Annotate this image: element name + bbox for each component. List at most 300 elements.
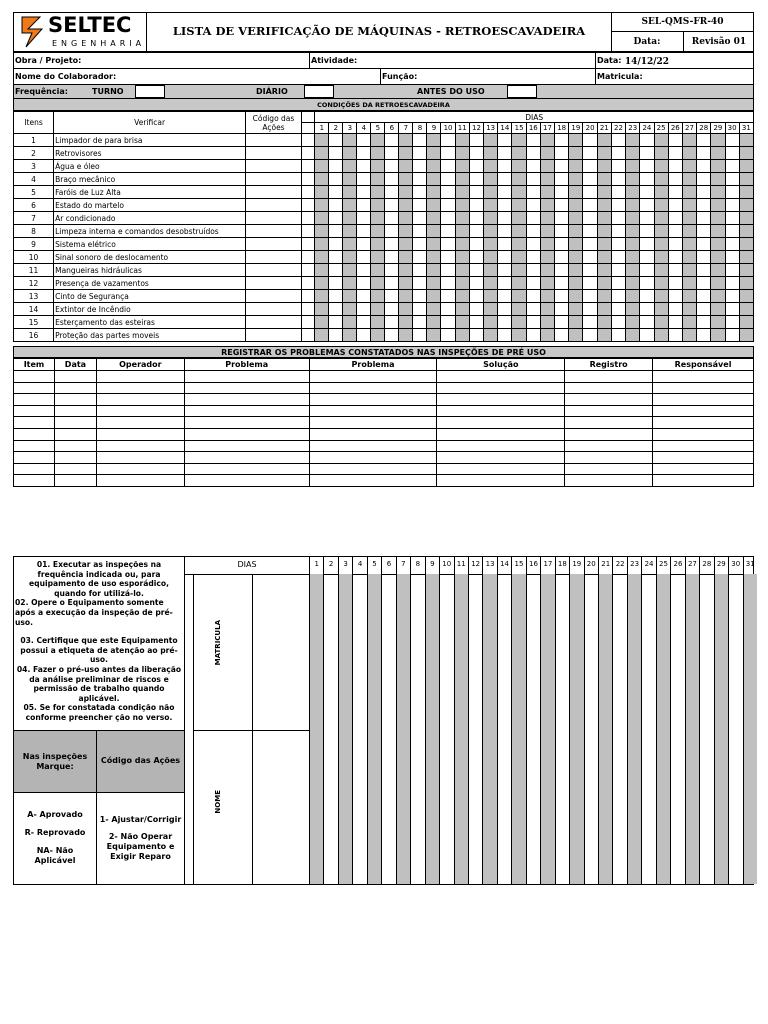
day-cell[interactable]: [583, 147, 597, 160]
day-cell[interactable]: [654, 277, 668, 290]
day-cell[interactable]: [725, 251, 739, 264]
day-cell[interactable]: [569, 238, 583, 251]
item-codigo-cell[interactable]: [246, 329, 302, 342]
problems-cell[interactable]: [437, 428, 565, 440]
item-codigo-cell[interactable]: [246, 290, 302, 303]
day-cell[interactable]: [427, 212, 441, 225]
day-cell[interactable]: [498, 225, 512, 238]
day-cell[interactable]: [315, 238, 329, 251]
day-cell[interactable]: [739, 329, 753, 342]
day-cell[interactable]: [455, 251, 469, 264]
day-cell[interactable]: [399, 134, 413, 147]
day-cell[interactable]: [343, 290, 357, 303]
day-cell[interactable]: [512, 173, 526, 186]
day-cell[interactable]: [315, 303, 329, 316]
bottom-day-column[interactable]: [323, 556, 337, 885]
day-cell[interactable]: [611, 316, 625, 329]
problems-cell[interactable]: [184, 382, 309, 394]
day-cell[interactable]: [441, 225, 455, 238]
day-cell[interactable]: [640, 147, 654, 160]
day-cell[interactable]: [371, 277, 385, 290]
day-cell[interactable]: [441, 173, 455, 186]
day-cell[interactable]: [455, 329, 469, 342]
day-cell[interactable]: [343, 316, 357, 329]
day-cell[interactable]: [329, 160, 343, 173]
bottom-day-column[interactable]: [743, 556, 757, 885]
day-cell[interactable]: [725, 134, 739, 147]
day-cell[interactable]: [682, 251, 696, 264]
day-cell[interactable]: [512, 303, 526, 316]
day-cell[interactable]: [555, 238, 569, 251]
day-cell[interactable]: [526, 212, 540, 225]
day-cell[interactable]: [626, 290, 640, 303]
day-cell[interactable]: [711, 147, 725, 160]
problems-cell[interactable]: [653, 405, 754, 417]
problems-cell[interactable]: [653, 440, 754, 452]
problems-cell[interactable]: [96, 463, 184, 475]
day-cell[interactable]: [540, 329, 554, 342]
day-cell[interactable]: [555, 147, 569, 160]
day-cell[interactable]: [498, 316, 512, 329]
day-cell[interactable]: [668, 173, 682, 186]
day-cell[interactable]: [441, 264, 455, 277]
day-cell[interactable]: [569, 316, 583, 329]
day-cell[interactable]: [555, 225, 569, 238]
day-cell[interactable]: [711, 186, 725, 199]
day-cell[interactable]: [739, 199, 753, 212]
day-cell[interactable]: [399, 199, 413, 212]
day-cell[interactable]: [455, 277, 469, 290]
problems-cell[interactable]: [184, 394, 309, 406]
problems-cell[interactable]: [14, 428, 55, 440]
day-cell[interactable]: [427, 225, 441, 238]
day-cell[interactable]: [526, 173, 540, 186]
day-cell[interactable]: [315, 186, 329, 199]
day-cell[interactable]: [315, 134, 329, 147]
day-cell[interactable]: [711, 225, 725, 238]
day-cell[interactable]: [540, 277, 554, 290]
day-cell[interactable]: [399, 186, 413, 199]
day-cell[interactable]: [725, 199, 739, 212]
item-codigo-cell[interactable]: [246, 303, 302, 316]
day-cell[interactable]: [569, 134, 583, 147]
day-cell[interactable]: [357, 186, 371, 199]
day-cell[interactable]: [329, 199, 343, 212]
day-cell[interactable]: [329, 290, 343, 303]
day-cell[interactable]: [626, 212, 640, 225]
item-codigo-cell[interactable]: [246, 251, 302, 264]
day-cell[interactable]: [526, 186, 540, 199]
bottom-day-column[interactable]: [410, 556, 424, 885]
day-cell[interactable]: [555, 329, 569, 342]
day-cell[interactable]: [469, 238, 483, 251]
day-cell[interactable]: [654, 238, 668, 251]
day-cell[interactable]: [640, 212, 654, 225]
day-cell[interactable]: [711, 238, 725, 251]
day-cell[interactable]: [555, 251, 569, 264]
day-cell[interactable]: [540, 225, 554, 238]
day-cell[interactable]: [711, 134, 725, 147]
day-cell[interactable]: [469, 316, 483, 329]
day-cell[interactable]: [555, 134, 569, 147]
day-cell[interactable]: [583, 290, 597, 303]
day-cell[interactable]: [540, 212, 554, 225]
day-cell[interactable]: [569, 147, 583, 160]
day-cell[interactable]: [343, 212, 357, 225]
day-cell[interactable]: [427, 251, 441, 264]
day-cell[interactable]: [640, 277, 654, 290]
day-cell[interactable]: [329, 134, 343, 147]
day-cell[interactable]: [329, 329, 343, 342]
day-cell[interactable]: [498, 329, 512, 342]
day-cell[interactable]: [654, 134, 668, 147]
day-cell[interactable]: [413, 199, 427, 212]
day-cell[interactable]: [682, 303, 696, 316]
day-cell[interactable]: [654, 160, 668, 173]
day-cell[interactable]: [682, 238, 696, 251]
day-cell[interactable]: [427, 329, 441, 342]
day-cell[interactable]: [469, 329, 483, 342]
day-cell[interactable]: [697, 173, 711, 186]
day-cell[interactable]: [668, 186, 682, 199]
day-cell[interactable]: [512, 147, 526, 160]
problems-cell[interactable]: [565, 428, 653, 440]
day-cell[interactable]: [385, 251, 399, 264]
day-cell[interactable]: [611, 290, 625, 303]
day-cell[interactable]: [315, 264, 329, 277]
day-cell[interactable]: [455, 303, 469, 316]
day-cell[interactable]: [315, 173, 329, 186]
day-cell[interactable]: [357, 264, 371, 277]
day-cell[interactable]: [711, 316, 725, 329]
day-cell[interactable]: [357, 316, 371, 329]
problems-cell[interactable]: [96, 382, 184, 394]
day-cell[interactable]: [739, 290, 753, 303]
problems-cell[interactable]: [437, 440, 565, 452]
day-cell[interactable]: [484, 316, 498, 329]
day-cell[interactable]: [413, 160, 427, 173]
day-cell[interactable]: [583, 251, 597, 264]
day-cell[interactable]: [498, 199, 512, 212]
day-cell[interactable]: [498, 186, 512, 199]
day-cell[interactable]: [455, 264, 469, 277]
day-cell[interactable]: [484, 134, 498, 147]
day-cell[interactable]: [739, 173, 753, 186]
day-cell[interactable]: [682, 186, 696, 199]
item-codigo-cell[interactable]: [246, 147, 302, 160]
day-cell[interactable]: [385, 329, 399, 342]
bottom-day-column[interactable]: [656, 556, 670, 885]
day-cell[interactable]: [711, 277, 725, 290]
day-cell[interactable]: [329, 303, 343, 316]
day-cell[interactable]: [569, 329, 583, 342]
day-cell[interactable]: [526, 199, 540, 212]
day-cell[interactable]: [441, 186, 455, 199]
day-cell[interactable]: [626, 238, 640, 251]
problems-cell[interactable]: [184, 371, 309, 383]
day-cell[interactable]: [385, 316, 399, 329]
day-cell[interactable]: [697, 329, 711, 342]
problems-cell[interactable]: [653, 428, 754, 440]
day-cell[interactable]: [413, 134, 427, 147]
day-cell[interactable]: [343, 251, 357, 264]
day-cell[interactable]: [597, 212, 611, 225]
day-cell[interactable]: [413, 303, 427, 316]
day-cell[interactable]: [540, 316, 554, 329]
day-cell[interactable]: [697, 160, 711, 173]
day-cell[interactable]: [399, 329, 413, 342]
item-codigo-cell[interactable]: [246, 225, 302, 238]
problems-cell[interactable]: [653, 463, 754, 475]
day-cell[interactable]: [469, 212, 483, 225]
day-cell[interactable]: [399, 238, 413, 251]
day-cell[interactable]: [512, 225, 526, 238]
problems-cell[interactable]: [54, 371, 96, 383]
day-cell[interactable]: [540, 303, 554, 316]
day-cell[interactable]: [611, 264, 625, 277]
day-cell[interactable]: [371, 173, 385, 186]
day-cell[interactable]: [711, 199, 725, 212]
day-cell[interactable]: [343, 225, 357, 238]
item-codigo-cell[interactable]: [246, 160, 302, 173]
day-cell[interactable]: [357, 303, 371, 316]
day-cell[interactable]: [399, 147, 413, 160]
day-cell[interactable]: [343, 160, 357, 173]
problems-cell[interactable]: [653, 371, 754, 383]
day-cell[interactable]: [540, 160, 554, 173]
day-cell[interactable]: [469, 186, 483, 199]
day-cell[interactable]: [668, 134, 682, 147]
day-cell[interactable]: [469, 225, 483, 238]
day-cell[interactable]: [329, 225, 343, 238]
day-cell[interactable]: [540, 290, 554, 303]
day-cell[interactable]: [626, 186, 640, 199]
day-cell[interactable]: [371, 251, 385, 264]
problems-cell[interactable]: [54, 452, 96, 464]
problems-cell[interactable]: [54, 405, 96, 417]
day-cell[interactable]: [427, 264, 441, 277]
turno-checkbox[interactable]: [135, 85, 165, 98]
problems-cell[interactable]: [437, 417, 565, 429]
day-cell[interactable]: [611, 147, 625, 160]
day-cell[interactable]: [315, 329, 329, 342]
day-cell[interactable]: [555, 303, 569, 316]
day-cell[interactable]: [441, 134, 455, 147]
bottom-day-column[interactable]: [540, 556, 554, 885]
problems-cell[interactable]: [96, 405, 184, 417]
day-cell[interactable]: [640, 160, 654, 173]
problems-cell[interactable]: [96, 428, 184, 440]
problems-cell[interactable]: [54, 417, 96, 429]
day-cell[interactable]: [371, 199, 385, 212]
problems-cell[interactable]: [184, 452, 309, 464]
day-cell[interactable]: [385, 238, 399, 251]
day-cell[interactable]: [654, 212, 668, 225]
day-cell[interactable]: [597, 264, 611, 277]
bottom-day-column[interactable]: [670, 556, 684, 885]
day-cell[interactable]: [315, 290, 329, 303]
day-cell[interactable]: [469, 264, 483, 277]
day-cell[interactable]: [498, 238, 512, 251]
problems-cell[interactable]: [14, 463, 55, 475]
day-cell[interactable]: [739, 212, 753, 225]
day-cell[interactable]: [725, 225, 739, 238]
problems-cell[interactable]: [653, 417, 754, 429]
day-cell[interactable]: [329, 147, 343, 160]
day-cell[interactable]: [555, 277, 569, 290]
problems-cell[interactable]: [96, 394, 184, 406]
day-cell[interactable]: [329, 316, 343, 329]
day-cell[interactable]: [697, 251, 711, 264]
day-cell[interactable]: [682, 212, 696, 225]
day-cell[interactable]: [569, 264, 583, 277]
day-cell[interactable]: [569, 212, 583, 225]
day-cell[interactable]: [583, 329, 597, 342]
day-cell[interactable]: [555, 199, 569, 212]
day-cell[interactable]: [711, 212, 725, 225]
day-cell[interactable]: [315, 251, 329, 264]
day-cell[interactable]: [413, 277, 427, 290]
day-cell[interactable]: [385, 199, 399, 212]
problems-cell[interactable]: [54, 394, 96, 406]
day-cell[interactable]: [725, 160, 739, 173]
problems-cell[interactable]: [309, 452, 437, 464]
day-cell[interactable]: [484, 303, 498, 316]
day-cell[interactable]: [427, 199, 441, 212]
day-cell[interactable]: [668, 303, 682, 316]
day-cell[interactable]: [526, 238, 540, 251]
bottom-day-column[interactable]: [728, 556, 742, 885]
day-cell[interactable]: [512, 212, 526, 225]
day-cell[interactable]: [427, 160, 441, 173]
day-cell[interactable]: [540, 173, 554, 186]
day-cell[interactable]: [385, 160, 399, 173]
day-cell[interactable]: [371, 147, 385, 160]
day-cell[interactable]: [385, 173, 399, 186]
day-cell[interactable]: [682, 147, 696, 160]
day-cell[interactable]: [413, 173, 427, 186]
day-cell[interactable]: [512, 277, 526, 290]
day-cell[interactable]: [498, 212, 512, 225]
bottom-day-column[interactable]: [584, 556, 598, 885]
problems-cell[interactable]: [14, 394, 55, 406]
day-cell[interactable]: [427, 277, 441, 290]
day-cell[interactable]: [357, 329, 371, 342]
problems-cell[interactable]: [14, 440, 55, 452]
day-cell[interactable]: [555, 186, 569, 199]
day-cell[interactable]: [555, 160, 569, 173]
day-cell[interactable]: [498, 264, 512, 277]
problems-cell[interactable]: [565, 463, 653, 475]
day-cell[interactable]: [427, 290, 441, 303]
bottom-day-column[interactable]: [641, 556, 655, 885]
day-cell[interactable]: [725, 277, 739, 290]
day-cell[interactable]: [512, 264, 526, 277]
problems-cell[interactable]: [565, 452, 653, 464]
day-cell[interactable]: [697, 238, 711, 251]
day-cell[interactable]: [654, 316, 668, 329]
day-cell[interactable]: [569, 290, 583, 303]
day-cell[interactable]: [739, 160, 753, 173]
day-cell[interactable]: [357, 212, 371, 225]
day-cell[interactable]: [455, 290, 469, 303]
day-cell[interactable]: [597, 173, 611, 186]
day-cell[interactable]: [711, 251, 725, 264]
day-cell[interactable]: [654, 290, 668, 303]
day-cell[interactable]: [455, 160, 469, 173]
day-cell[interactable]: [329, 186, 343, 199]
day-cell[interactable]: [455, 225, 469, 238]
bottom-day-column[interactable]: [396, 556, 410, 885]
day-cell[interactable]: [469, 277, 483, 290]
bottom-day-column[interactable]: [612, 556, 626, 885]
day-cell[interactable]: [540, 251, 554, 264]
day-cell[interactable]: [469, 251, 483, 264]
day-cell[interactable]: [611, 134, 625, 147]
day-cell[interactable]: [357, 225, 371, 238]
day-cell[interactable]: [357, 238, 371, 251]
day-cell[interactable]: [682, 264, 696, 277]
day-cell[interactable]: [697, 199, 711, 212]
day-cell[interactable]: [385, 277, 399, 290]
day-cell[interactable]: [611, 186, 625, 199]
day-cell[interactable]: [583, 186, 597, 199]
item-codigo-cell[interactable]: [246, 212, 302, 225]
bottom-day-column[interactable]: [511, 556, 525, 885]
day-cell[interactable]: [668, 238, 682, 251]
day-cell[interactable]: [626, 173, 640, 186]
day-cell[interactable]: [357, 147, 371, 160]
item-codigo-cell[interactable]: [246, 277, 302, 290]
bottom-day-column[interactable]: [367, 556, 381, 885]
day-cell[interactable]: [413, 329, 427, 342]
day-cell[interactable]: [725, 147, 739, 160]
day-cell[interactable]: [498, 290, 512, 303]
day-cell[interactable]: [512, 160, 526, 173]
day-cell[interactable]: [469, 134, 483, 147]
day-cell[interactable]: [583, 264, 597, 277]
bottom-day-column[interactable]: [627, 556, 641, 885]
day-cell[interactable]: [441, 147, 455, 160]
day-cell[interactable]: [725, 173, 739, 186]
day-cell[interactable]: [640, 264, 654, 277]
problems-cell[interactable]: [309, 405, 437, 417]
problems-cell[interactable]: [184, 405, 309, 417]
day-cell[interactable]: [583, 160, 597, 173]
day-cell[interactable]: [711, 173, 725, 186]
problems-cell[interactable]: [96, 440, 184, 452]
day-cell[interactable]: [498, 251, 512, 264]
problems-cell[interactable]: [437, 394, 565, 406]
day-cell[interactable]: [329, 277, 343, 290]
problems-cell[interactable]: [437, 405, 565, 417]
item-codigo-cell[interactable]: [246, 238, 302, 251]
day-cell[interactable]: [654, 186, 668, 199]
day-cell[interactable]: [498, 277, 512, 290]
day-cell[interactable]: [512, 134, 526, 147]
day-cell[interactable]: [512, 251, 526, 264]
day-cell[interactable]: [526, 225, 540, 238]
problems-cell[interactable]: [54, 463, 96, 475]
day-cell[interactable]: [427, 238, 441, 251]
day-cell[interactable]: [385, 264, 399, 277]
day-cell[interactable]: [484, 225, 498, 238]
day-cell[interactable]: [555, 264, 569, 277]
day-cell[interactable]: [357, 290, 371, 303]
day-cell[interactable]: [413, 147, 427, 160]
bottom-day-column[interactable]: [482, 556, 496, 885]
day-cell[interactable]: [583, 225, 597, 238]
